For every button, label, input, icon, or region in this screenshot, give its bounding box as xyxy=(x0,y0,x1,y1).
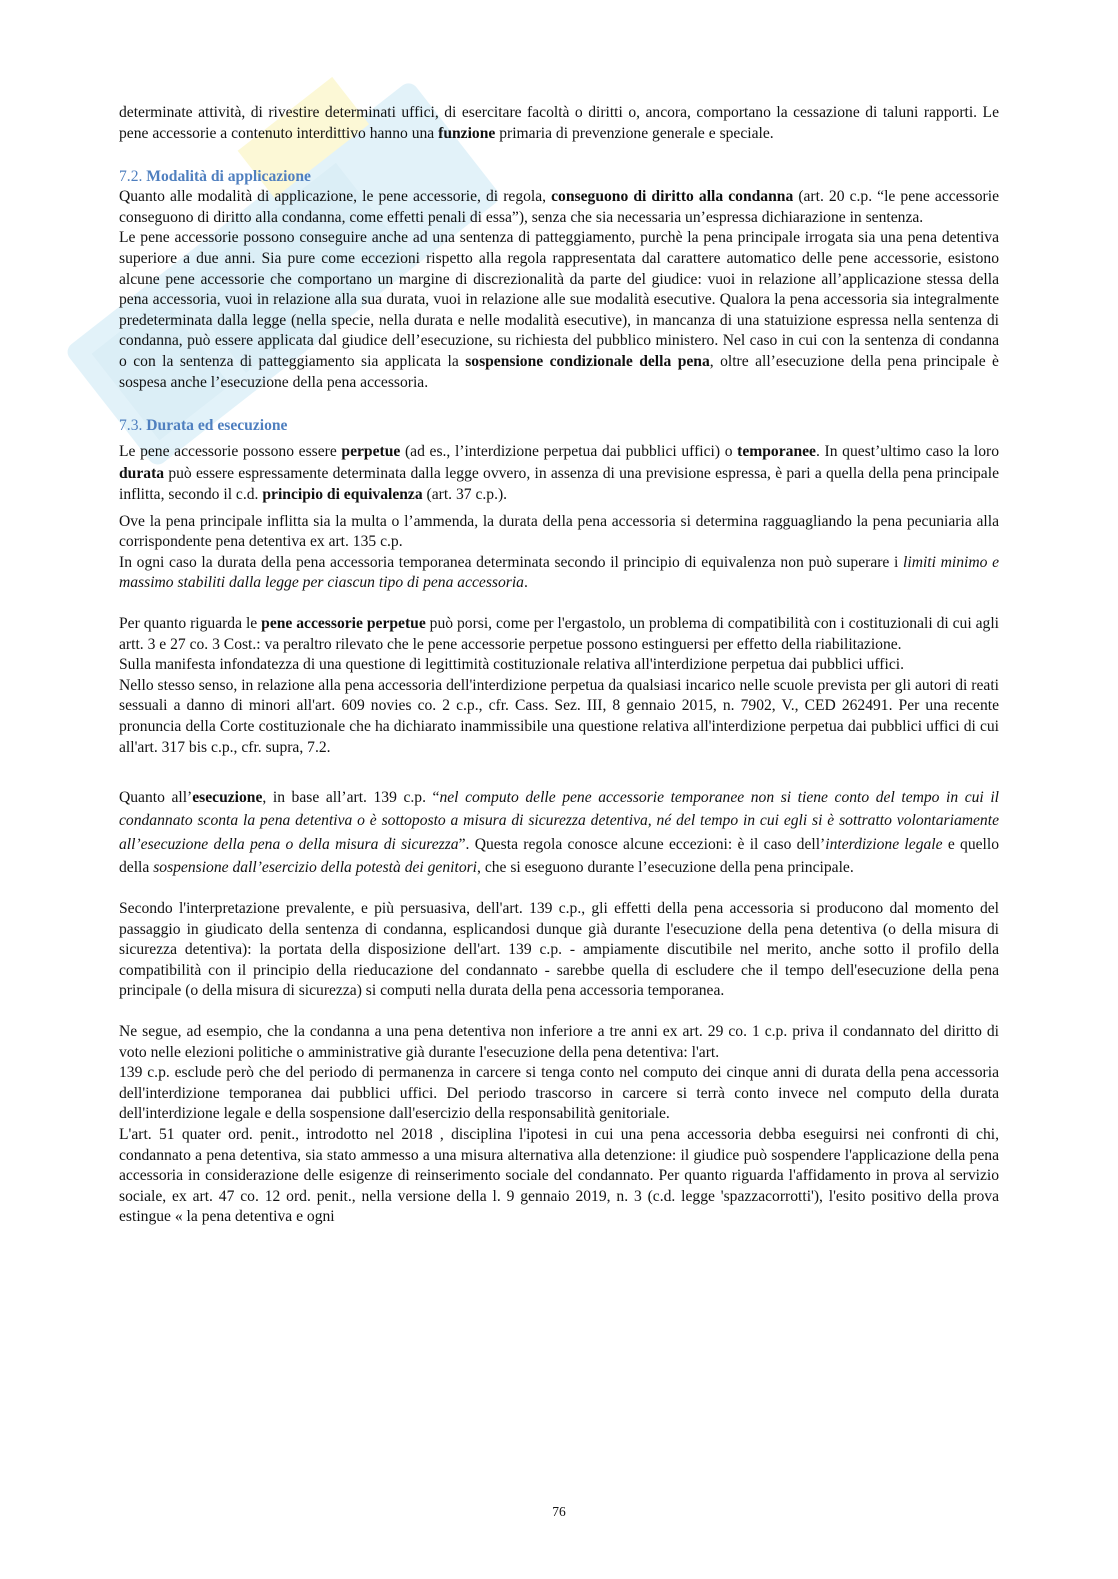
text-run: (art. 37 c.p.). xyxy=(422,486,508,504)
text-run: (art. 20 c.p. “le pene accessorie conseguono di diritto alla condanna, come effetti penali di essa”), senza che sia necessaria un’espressa dichiarazione in sentenza. xyxy=(119,188,999,226)
text-run: Ne segue, ad esempio, che la condanna a una pena detentiva non inferiore a tre anni ex art. 29 co. 1 c.p. priva il condannato del diritto di voto nelle elezioni politiche o amministrative già durante l'esecuzione della pena detentiva: l'art. xyxy=(119,1022,999,1061)
text-run: 139 c.p. esclude però che del periodo di permanenza in carcere si tenga conto nel computo dei cinque anni di durata della pena accessoria dell'interdizione temporanea dai pubblici uffici. Del periodo trascorso in carcere si terrà conto invece nel computo della durata dell'interdizione legale e della sospensione dall'esercizio della responsabilità genitoriale. xyxy=(119,1064,999,1123)
text-run: , che si eseguono durante l’esecuzione della pena principale. xyxy=(477,858,854,876)
text-run: ”. Questa regola conosce alcune eccezioni: è il caso dell’ xyxy=(458,835,826,853)
text-run: In ogni caso la durata della pena accessoria temporanea determinata secondo il principio di equivalenza non può superare i xyxy=(119,553,904,571)
paragraph-esecuzione-5 xyxy=(119,1125,999,1228)
section-heading-7-3 xyxy=(119,415,999,436)
section-title: Modalità di applicazione xyxy=(146,168,311,186)
text-run: determinate attività, di rivestire determinati uffici, di esercitare facoltà o diritti o, ancora, comportano la cessazione di taluni rapporti. Le pene accessorie a contenuto interdittivo hanno una xyxy=(119,104,999,142)
text-run: . In quest’ultimo caso la loro xyxy=(815,443,1000,461)
paragraph-7-3-a xyxy=(119,441,999,506)
bold-text: sospensione condizionale della pena xyxy=(465,352,710,370)
text-run: può porsi, come per l'ergastolo, un problema di compatibilità con i costituzionali di cui agli artt. 3 e 27 co. 3 Cost.: va peraltro rilevato che le pene accessorie perpetue possono estinguersi per effetto della riabilitazione. xyxy=(119,615,999,653)
bold-text: funzione xyxy=(438,124,496,142)
italic-text: limiti minimo e massimo stabiliti dalla legge per ciascun tipo di pena accessoria xyxy=(119,553,999,592)
section-number: 7.3. xyxy=(119,417,143,435)
text-run: Quanto alle modalità di applicazione, le pene accessorie, di regola, xyxy=(119,188,552,206)
text-run: Secondo l'interpretazione prevalente, e più persuasiva, dell'art. 139 c.p., gli effetti della pena accessoria si producono dal momento del passaggio in giudicato della sentenza di condanna, esplicandosi dunque già durante l'esecuzione della pena detentiva (o della misura di sicurezza detentiva): la portata della disposizione dell'art. 139 c.p. - ampiamente discutibile nel merito, anche sotto il profilo della compatibilità con il principio della rieducazione del condannato - sarebbe quella di escludere che il tempo dell'esecuzione della pena principale (o della misura di sicurezza) si computi nella durata della pena accessoria temporanea. xyxy=(119,899,999,1000)
italic-text: sospensione dall’esercizio della potestà dei genitori xyxy=(153,858,478,876)
section-number: 7.2. xyxy=(119,168,143,186)
paragraph-esecuzione-2 xyxy=(119,899,999,1002)
bold-text: perpetue xyxy=(341,443,401,461)
text-run: Le pene accessorie possono essere xyxy=(119,443,342,461)
paragraph-7-3-b xyxy=(119,512,999,553)
bold-text: principio di equivalenza xyxy=(262,486,423,504)
text-run: primaria di prevenzione generale e speciale. xyxy=(495,124,774,142)
text-run: , in base all’art. 139 c.p. “ xyxy=(262,789,440,807)
paragraph-perpetue-3 xyxy=(119,676,999,758)
section-heading-7-2 xyxy=(119,166,999,187)
bold-text: temporanee xyxy=(737,443,816,461)
paragraph-esecuzione-3 xyxy=(119,1022,999,1063)
text-run: Nello stesso senso, in relazione alla pena accessoria dell'interdizione perpetua da qualsiasi incarico nelle scuole prevista per gli autori di reati sessuali a danno di minori all'art. 609 novies co. 2 c.p., cfr. Cass. Sez. III, 8 gennaio 2015, n. 7902, V., CED 262491. Per una recente pronuncia della Corte costituzionale che ha dichiarato inammissibile una questione relativa all'interdizione perpetua dai pubblici uffici di cui all'art. 317 bis c.p., cfr. supra, 7.2. xyxy=(119,676,999,756)
bold-text: esecuzione xyxy=(192,789,263,807)
text-run: L'art. 51 quater ord. penit., introdotto nel 2018 , disciplina l'ipotesi in cui una pena accessoria debba eseguirsi nei confronti di chi, condannato a pena detentiva, sia stato ammesso a una misura alternativa alla detenzione: il giudice può sospendere l'applicazione della pena accessoria in considerazione delle esigenze di reinserimento sociale del condannato. Per quanto riguarda l'affidamento in prova al servizio sociale, ex art. 47 co. 12 ord. penit., nella versione della l. 9 gennaio 2019, n. 3 (c.d. legge 'spazzacorrotti'), l'esito positivo della prova estingue « la pena detentiva e ogni xyxy=(119,1125,999,1226)
paragraph-7-2-b xyxy=(119,228,999,393)
section-title: Durata ed esecuzione xyxy=(146,417,288,435)
page-number: 76 xyxy=(552,1504,566,1519)
text-run: (ad es., l’interdizione perpetua dai pubblici uffici) o xyxy=(400,443,738,461)
text-run: Le pene accessorie possono conseguire anche ad una sentenza di patteggiamento, purchè la pena principale irrogata sia una pena detentiva superiore a due anni. Sia pure come eccezioni rispetto alla regola rappresentata dal carattere automatico delle pene accessorie, esistono alcune pene accessorie che comportano un margine di discrezionalità da parte del giudice: vuoi in relazione all’applicazione stessa della pena accessoria, vuoi in relazione alla sua durata, vuoi in relazione alle sue modalità esecutive. Qualora la pena accessoria sia integralmente predeterminata dalla legge (nella specie, nella durata e nelle modalità esecutive), in mancanza di una statuizione espressa nella sentenza di condanna, può essere applicata dal giudice dell’esecuzione, su richiesta del pubblico ministero. Nel caso in cui con la sentenza di condanna o con la sentenza di patteggiamento sia applicata la xyxy=(119,229,999,370)
paragraph-7-2-a xyxy=(119,187,999,228)
text-run: Per quanto riguarda le xyxy=(119,615,262,632)
document-page xyxy=(119,103,999,1228)
text-run: Sulla manifesta infondatezza di una questione di legittimità costituzionale relativa all'interdizione perpetua dai pubblici uffici. xyxy=(119,656,904,674)
italic-text: nel computo delle pene accessorie temporanee non si tiene conto del tempo in cui il condannato sconta la pena detentiva o è sottoposto a misura di sicurezza detentiva, né del tempo in cui egli si è sottratto volontariamente all’esecuzione della pena o della misura di sicurezza xyxy=(119,789,999,853)
italic-text: interdizione legale xyxy=(825,835,943,853)
paragraph-7-3-c xyxy=(119,553,999,594)
paragraph-intro xyxy=(119,103,999,144)
text-run: può essere espressamente determinata dalla legge ovvero, in assenza di una previsione espressa, è pari a quella della pena principale inflitta, secondo il c.d. xyxy=(119,464,999,504)
paragraph-esecuzione-1 xyxy=(119,786,999,879)
text-run: e quello della xyxy=(119,835,1000,876)
paragraph-perpetue-2 xyxy=(119,655,999,676)
bold-text: durata xyxy=(119,464,165,482)
text-run: Ove la pena principale inflitta sia la multa o l’ammenda, la durata della pena accessoria si determina ragguagliando la pena pecuniaria alla corrispondente pena detentiva ex art. 135 c.p. xyxy=(119,512,999,551)
text-run: . xyxy=(523,574,528,592)
paragraph-perpetue-1 xyxy=(119,614,999,655)
bold-text: pene accessorie perpetue xyxy=(261,615,426,632)
text-run: Quanto all’ xyxy=(119,789,193,807)
bold-text: conseguono di diritto alla condanna xyxy=(551,188,794,206)
text-run: , oltre all’esecuzione della pena principale è sospesa anche l’esecuzione della pena accessoria. xyxy=(119,352,999,391)
paragraph-esecuzione-4 xyxy=(119,1063,999,1125)
